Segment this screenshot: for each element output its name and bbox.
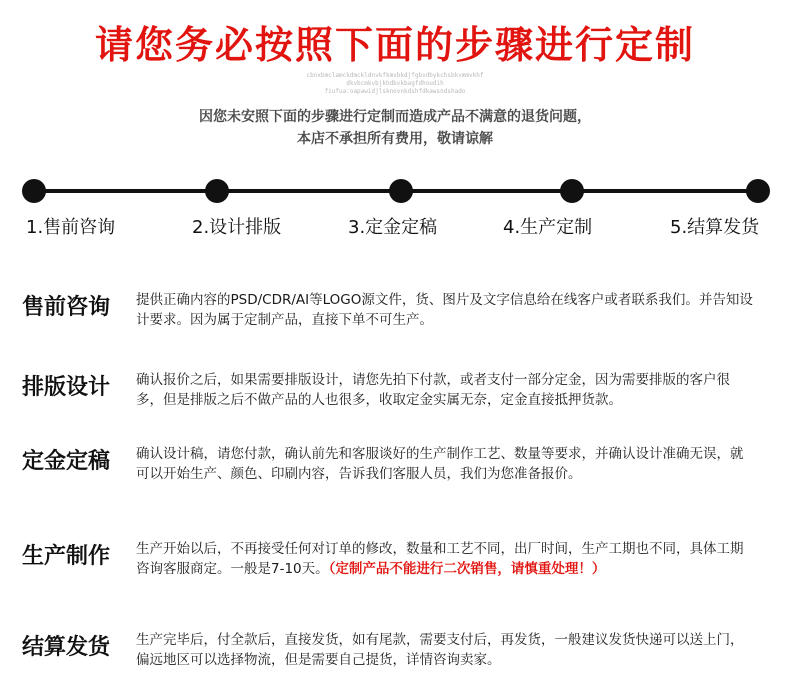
fine-print-line: cbnxbmclamckdmckldnvkfkmvbkdjfgbvdbykchsbkvmmvkhf [306, 72, 484, 79]
notice-line: 本店不承担所有费用，敬请谅解 [297, 131, 493, 147]
warning-note: （定制产品不能进行二次销售，请慎重处理！） [328, 561, 606, 577]
section-title: 结算发货 [22, 635, 111, 660]
section-title: 生产制作 [22, 544, 111, 569]
section-title: 定金定稿 [22, 449, 111, 474]
section-body-text: 生产开始以后，不再接受任何对订单的修改，数量和工艺不同，出厂时间，生产工期也不同，具体工期咨询客服商定。一般是7-10天。 [136, 541, 744, 577]
section-body: 提供正确内容的PSD/CDR/AI等LOGO源文件，货、图片及文字信息给在线客户或者联系我们。并告知设计要求。因为属于定制产品，直接下单不可生产。 [136, 292, 753, 328]
timeline-dot [389, 179, 413, 203]
timeline-dot [22, 179, 46, 203]
step-label: 1.售前咨询 [26, 217, 116, 238]
section-body: 确认设计稿，请您付款，确认前先和客服谈好的生产制作工艺、数量等要求，并确认设计准确无误，就可以开始生产、颜色、印刷内容，告诉我们客服人员，我们为您准备报价。 [136, 446, 744, 482]
timeline-dot [560, 179, 584, 203]
notice [0, 106, 790, 150]
section-body [136, 539, 756, 579]
notice-line: 因您未安照下面的步骤进行定制而造成产品不满意的退货问题， [199, 109, 591, 125]
timeline-dot [746, 179, 770, 203]
fine-print-line: dkvbcmkvbjkhdbvkbagfdhoudih [346, 80, 444, 87]
fine-print-line: fiufua:oapawidjlsknovnkdshfdkawsndshado [324, 88, 466, 95]
step-label: 2.设计排版 [192, 217, 282, 238]
section-body: 确认报价之后，如果需要排版设计，请您先拍下付款，或者支付一部分定金，因为需要排版的客户很多，但是排版之后不做产品的人也很多，收取定金实属无奈，定金直接抵押货款。 [136, 372, 730, 408]
timeline-dot [205, 179, 229, 203]
page-title: 请您务必按照下面的步骤进行定制 [94, 23, 695, 67]
step-label: 4.生产定制 [503, 217, 593, 238]
section-title: 排版设计 [22, 375, 111, 400]
step-label: 3.定金定稿 [348, 217, 438, 238]
section-body: 生产完毕后，付全款后，直接发货，如有尾款，需要支付后，再发货，一般建议发货快递可以送上门，偏远地区可以选择物流，但是需要自己提货，详情咨询卖家。 [136, 632, 744, 668]
step-label: 5.结算发货 [670, 217, 760, 238]
section-title: 售前咨询 [22, 295, 111, 320]
